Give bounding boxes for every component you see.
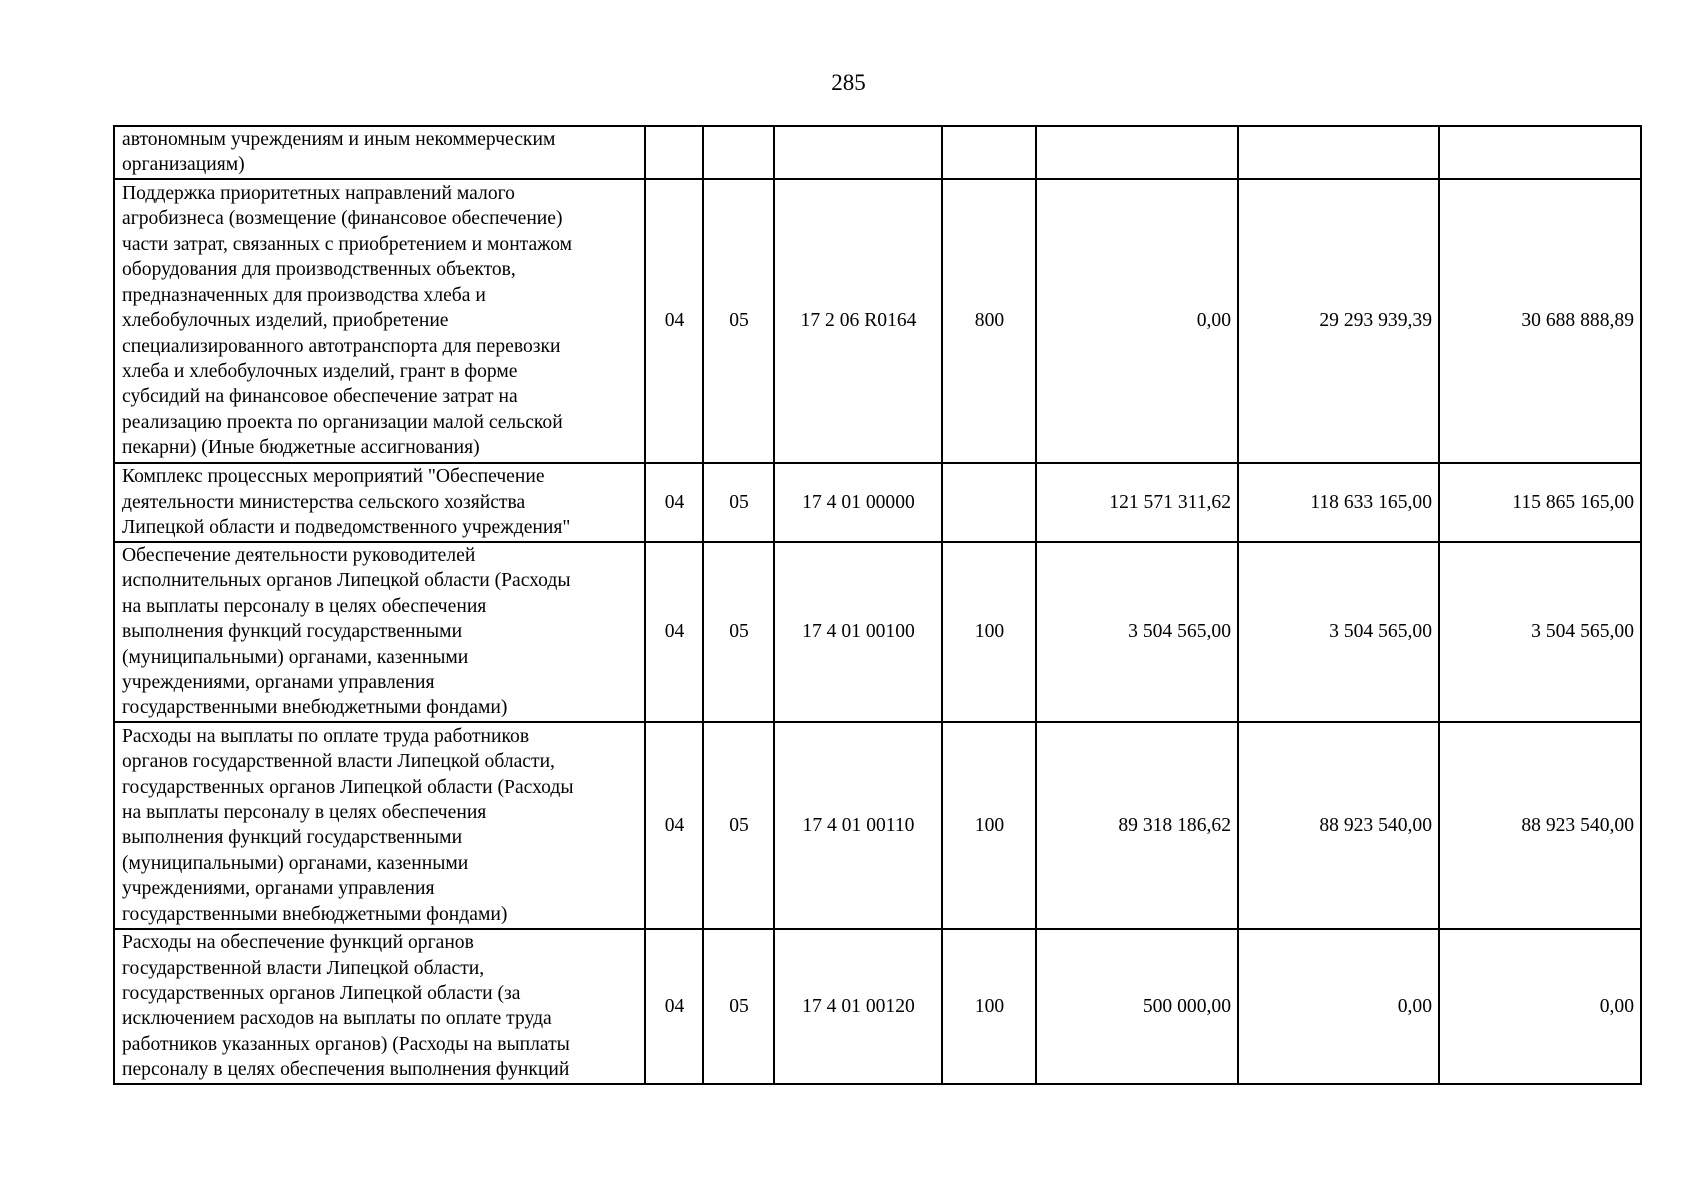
description-line: учреждениями, органами управления (122, 878, 435, 900)
description-line: Расходы на выплаты по оплате труда работников (122, 725, 530, 747)
target-article-cell: 17 2 06 R0164 (774, 179, 942, 463)
description-line: (муниципальными) органами, казенными (122, 852, 469, 874)
podrazdel-cell (703, 126, 774, 179)
description-line: предназначенных для производства хлеба и (122, 284, 486, 306)
table-row (114, 463, 1641, 542)
expense-type-cell: 100 (942, 722, 1036, 929)
expense-type-cell (942, 126, 1036, 179)
description-line: исполнительных органов Липецкой области (Расходы (122, 570, 571, 592)
amount-year-1-cell: 500 000,00 (1036, 929, 1238, 1084)
description-cell (114, 542, 645, 722)
description-line: государственной власти Липецкой области, (122, 957, 485, 979)
razdel-cell: 04 (645, 929, 703, 1084)
description-line: хлебобулочных изделий, приобретение (122, 310, 449, 332)
description-line: на выплаты персоналу в целях обеспечения (122, 595, 487, 617)
podrazdel-cell: 05 (703, 929, 774, 1084)
amount-year-2-cell (1238, 126, 1439, 179)
description-line: специализированного автотранспорта для перевозки (122, 335, 561, 357)
podrazdel-cell: 05 (703, 542, 774, 722)
razdel-cell: 04 (645, 179, 703, 463)
description-line: учреждениями, органами управления (122, 671, 435, 693)
table-row (114, 722, 1641, 929)
page-number: 285 (831, 70, 866, 95)
description-line: хлеба и хлебобулочных изделий, грант в форме (122, 360, 518, 382)
description-line: государственными внебюджетными фондами) (122, 903, 508, 925)
description-line: государственными внебюджетными фондами) (122, 697, 508, 719)
razdel-cell: 04 (645, 722, 703, 929)
amount-year-1-cell (1036, 126, 1238, 179)
table-row (114, 542, 1641, 722)
podrazdel-cell: 05 (703, 179, 774, 463)
expense-type-cell: 100 (942, 542, 1036, 722)
description-line: на выплаты персоналу в целях обеспечения (122, 801, 487, 823)
expense-type-cell: 800 (942, 179, 1036, 463)
description-line: части затрат, связанных с приобретением и монтажом (122, 233, 573, 255)
table-body (114, 126, 1641, 1084)
description-line: органов государственной власти Липецкой области, (122, 751, 555, 773)
table-row (114, 929, 1641, 1084)
amount-year-2-cell: 88 923 540,00 (1238, 722, 1439, 929)
description-line: субсидий на финансовое обеспечение затрат на (122, 386, 518, 408)
description-line: оборудования для производственных объектов, (122, 259, 516, 281)
description-line: пекарни) (Иные бюджетные ассигнования) (122, 437, 480, 459)
description-cell (114, 722, 645, 929)
description-cell (114, 463, 645, 542)
table-row (114, 179, 1641, 463)
amount-year-3-cell: 88 923 540,00 (1439, 722, 1641, 929)
description-cell (114, 179, 645, 463)
expense-type-cell: 100 (942, 929, 1036, 1084)
amount-year-3-cell: 0,00 (1439, 929, 1641, 1084)
amount-year-2-cell: 118 633 165,00 (1238, 463, 1439, 542)
amount-year-3-cell: 30 688 888,89 (1439, 179, 1641, 463)
amount-year-3-cell: 115 865 165,00 (1439, 463, 1641, 542)
description-line: автономным учреждениям и иным некоммерческим (122, 129, 556, 150)
amount-year-2-cell: 29 293 939,39 (1238, 179, 1439, 463)
description-line: Липецкой области и подведомственного учреждения" (122, 517, 571, 539)
podrazdel-cell: 05 (703, 722, 774, 929)
razdel-cell: 04 (645, 542, 703, 722)
amount-year-1-cell: 3 504 565,00 (1036, 542, 1238, 722)
description-cell (114, 929, 645, 1084)
amount-year-3-cell (1439, 126, 1641, 179)
description-line: реализацию проекта по организации малой сельской (122, 411, 563, 433)
description-line: выполнения функций государственными (122, 827, 463, 849)
description-cell (114, 126, 645, 179)
description-line: Обеспечение деятельности руководителей (122, 544, 476, 566)
description-line: (муниципальными) органами, казенными (122, 646, 469, 668)
description-line: персоналу в целях обеспечения выполнения функций (122, 1059, 570, 1081)
description-line: государственных органов Липецкой области (за (122, 982, 521, 1004)
description-line: организациям) (122, 154, 245, 176)
description-line: Комплекс процессных мероприятий "Обеспечение (122, 466, 545, 488)
amount-year-1-cell: 0,00 (1036, 179, 1238, 463)
description-line: Расходы на обеспечение функций органов (122, 932, 474, 954)
expense-type-cell (942, 463, 1036, 542)
description-line: государственных органов Липецкой области (Расходы (122, 776, 574, 798)
description-line: Поддержка приоритетных направлений малого (122, 183, 515, 205)
budget-table (113, 125, 1642, 1085)
target-article-cell: 17 4 01 00110 (774, 722, 942, 929)
description-line: деятельности министерства сельского хозяйства (122, 491, 526, 513)
amount-year-1-cell: 89 318 186,62 (1036, 722, 1238, 929)
amount-year-2-cell: 0,00 (1238, 929, 1439, 1084)
target-article-cell (774, 126, 942, 179)
description-line: исключением расходов на выплаты по оплате труда (122, 1008, 552, 1030)
podrazdel-cell: 05 (703, 463, 774, 542)
target-article-cell: 17 4 01 00120 (774, 929, 942, 1084)
amount-year-2-cell: 3 504 565,00 (1238, 542, 1439, 722)
razdel-cell: 04 (645, 463, 703, 542)
amount-year-1-cell: 121 571 311,62 (1036, 463, 1238, 542)
table-row (114, 126, 1641, 179)
description-line: агробизнеса (возмещение (финансовое обеспечение) (122, 208, 563, 230)
target-article-cell: 17 4 01 00100 (774, 542, 942, 722)
description-line: выполнения функций государственными (122, 621, 463, 643)
amount-year-3-cell: 3 504 565,00 (1439, 542, 1641, 722)
description-line: работников указанных органов) (Расходы на выплаты (122, 1033, 570, 1055)
target-article-cell: 17 4 01 00000 (774, 463, 942, 542)
razdel-cell (645, 126, 703, 179)
